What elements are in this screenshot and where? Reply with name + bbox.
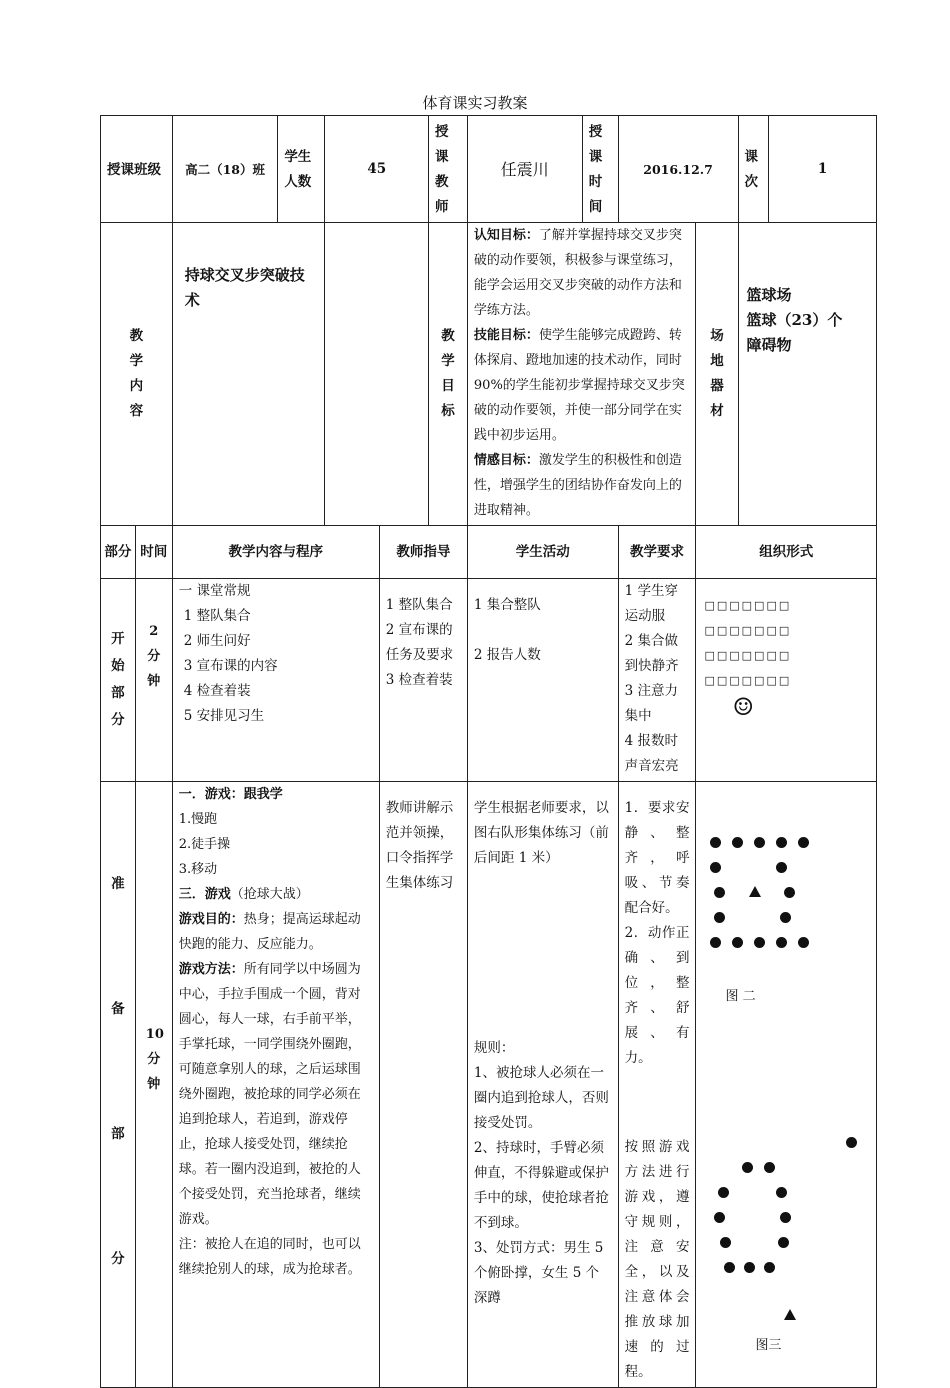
- goal-label: [428, 223, 467, 526]
- game1-title: 一．游戏：跟我学: [178, 787, 283, 802]
- player-dot: [846, 1137, 857, 1148]
- prep-require: [618, 782, 696, 1388]
- game3-title: 三．游戏（抢球大战）: [178, 887, 309, 902]
- start-org: [696, 579, 877, 782]
- player-dot: [710, 862, 721, 873]
- content-label-text: 教学内容: [129, 328, 144, 419]
- content-line: 一 课堂常规: [178, 583, 251, 599]
- game1-item: 2.徒手操: [178, 837, 231, 852]
- venue-label-text: 场地器材: [710, 328, 724, 419]
- player-dot: [744, 1262, 755, 1273]
- require-item: 2．动作正确、到位，整齐、舒展、有力。: [624, 925, 690, 1066]
- overview-row: [101, 223, 877, 526]
- col-student: 学生活动: [467, 526, 618, 579]
- player-dot: [714, 1212, 725, 1223]
- class-label: 授课班级: [101, 116, 173, 223]
- game-note: 注：被抢人在追的同时，也可以继续抢别人的球，成为抢球者。: [178, 1237, 361, 1277]
- student-instructions: 学生根据老师要求，以图右队形集体练习（前后间距 1 米）: [473, 800, 609, 866]
- require-line: 1 学生穿运动服: [624, 583, 678, 624]
- player-dot: [754, 937, 765, 948]
- teacher-line: 3 检查着装: [385, 672, 453, 688]
- prep-student: [467, 782, 618, 1388]
- start-teacher: [379, 579, 467, 782]
- player-dot: [764, 1262, 775, 1273]
- content-line: 3 宣布课的内容: [183, 658, 278, 674]
- require-line: 2 集合做到快静齐: [624, 633, 679, 674]
- content-value: 持球交叉步突破技术: [172, 223, 325, 526]
- col-teacher: 教师指导: [379, 526, 467, 579]
- student-line: 2 报告人数: [473, 647, 541, 663]
- formation-row: □□□□□□□: [704, 674, 792, 687]
- class-value: 高二（18）班: [172, 116, 278, 223]
- start-content: [172, 579, 379, 782]
- start-time: 2分钟: [135, 579, 172, 782]
- player-dot: [780, 1212, 791, 1223]
- player-dot: [798, 837, 809, 848]
- player-dot: [776, 937, 787, 948]
- start-student: [467, 579, 618, 782]
- formation-row: □□□□□□□: [704, 599, 792, 612]
- prep-part-label: 准 备 部 分: [101, 782, 136, 1388]
- students-label: 学生人数: [278, 116, 325, 223]
- teacher-face-icon: ☺: [732, 693, 754, 721]
- player-dot: [732, 837, 743, 848]
- player-dot: [710, 937, 721, 948]
- player-dot: [714, 912, 725, 923]
- prep-section-row: [101, 782, 877, 1388]
- goals-cell: [467, 223, 696, 526]
- player-dot: [776, 1187, 787, 1198]
- teacher-line: 1 整队集合: [385, 597, 453, 613]
- col-time: 时间: [135, 526, 172, 579]
- column-header-row: [101, 526, 877, 579]
- time-value: 2016.12.7: [618, 116, 738, 223]
- goal-skill: 技能目标：使学生能够完成蹬跨、转体探肩、蹬地加速的技术动作，同时90%的学生能初步掌握持球交叉步突破的动作要领，并使一部分同学在实践中初步运用。: [473, 328, 685, 443]
- require-line: 3 注意力集中: [624, 683, 678, 724]
- game1-item: 1.慢跑: [178, 812, 218, 827]
- goal-label-text: 教学目标: [441, 328, 455, 419]
- player-dot: [742, 1162, 753, 1173]
- content-label: [101, 223, 173, 526]
- teacher-label: 授课教师: [428, 116, 467, 223]
- prep-content: [172, 782, 379, 1388]
- player-dot: [764, 1162, 775, 1173]
- figure-2-caption: 图 二: [725, 989, 756, 1004]
- prep-time: 10分钟: [135, 782, 172, 1388]
- content-line: 1 整队集合: [183, 608, 251, 624]
- rules-title: 规则：: [473, 1040, 515, 1056]
- formation-row: □□□□□□□: [704, 649, 792, 662]
- player-dot: [714, 887, 725, 898]
- goal-emotion: 情感目标：激发学生的积极性和创造性，增强学生的团结协作奋发向上的进取精神。: [473, 453, 682, 518]
- require-item: 1．要求安静、整齐，呼吸、节奏配合好。: [624, 800, 690, 916]
- col-org: 组织形式: [696, 526, 877, 579]
- content-line: 5 安排见习生: [183, 708, 265, 724]
- player-dot: [718, 1187, 729, 1198]
- player-dot: [778, 1237, 789, 1248]
- require-line: 4 报数时声音宏亮: [624, 733, 679, 774]
- student-line: 1 集合整队: [473, 597, 541, 613]
- venue-line: 篮球（23）个: [746, 311, 843, 329]
- teacher-value: 任震川: [467, 116, 582, 223]
- students-value: 45: [325, 116, 429, 223]
- col-require: 教学要求: [618, 526, 696, 579]
- content-line: 4 检查着装: [183, 683, 251, 699]
- venue-value: [738, 223, 877, 526]
- prep-teacher: 教师讲解示范并领操，口令指挥学生集体练习: [379, 782, 467, 1388]
- player-dot: [776, 837, 787, 848]
- game-method: 游戏方法：所有同学以中场圆为中心，手拉手围成一个圆，背对圆心，每人一球，右手前平举，手掌托球，一同学围绕外圈跑，可随意拿别人的球，之后运球围绕外圈跑，被抢球的同学必须在追到抢球人，若追到，游戏停止，抢球人接受处罚，继续抢球。若一圈内没追到，被抢的人个接受处罚，充当抢球者，继续游戏。: [178, 962, 361, 1227]
- figure-3-caption: 图三: [755, 1338, 782, 1353]
- prep-org: [696, 782, 877, 1388]
- start-require: [618, 579, 696, 782]
- teacher-line: 2 宣布课的任务及要求: [385, 622, 454, 663]
- start-section-row: [101, 579, 877, 782]
- venue-line: 障碍物: [746, 336, 792, 354]
- teacher-triangle: [749, 886, 761, 897]
- lesson-label: 课次: [738, 116, 769, 223]
- chaser-triangle: [784, 1309, 796, 1320]
- player-dot: [798, 937, 809, 948]
- document-title: 体育课实习教案: [422, 94, 528, 112]
- time-label: 授课时间: [582, 116, 618, 223]
- lesson-plan-table: [100, 115, 877, 1388]
- game-purpose: 游戏目的：热身；提高运球起动快跑的能力、反应能力。: [178, 912, 361, 952]
- venue-label: [696, 223, 738, 526]
- player-dot: [732, 937, 743, 948]
- player-dot: [724, 1262, 735, 1273]
- venue-line: 篮球场: [746, 286, 792, 304]
- formation-diagrams: [696, 782, 876, 1352]
- rule-item: 3、处罚方式：男生 5 个俯卧撑，女生 5 个深蹲: [473, 1240, 604, 1306]
- player-dot: [784, 887, 795, 898]
- header-row: [101, 116, 877, 223]
- player-dot: [720, 1237, 731, 1248]
- player-dot: [776, 862, 787, 873]
- start-part-label: 开始部分: [101, 579, 136, 782]
- require-game: 按照游戏方法进行游戏，遵守规则，注意安全，以及注意体会推放球加速的过程。: [624, 1139, 690, 1380]
- formation-row: □□□□□□□: [704, 624, 792, 637]
- col-part: 部分: [101, 526, 136, 579]
- goal-cognitive: 认知目标：了解并掌握持球交叉步突破的动作要领，积极参与课堂练习，能学会运用交叉步突破的动作方法和学练方法。: [473, 228, 682, 318]
- game1-item: 3.移动: [178, 862, 218, 877]
- rule-item: 2、持球时，手臂必须伸直，不得躲避或保护手中的球，使抢球者抢不到球。: [473, 1140, 609, 1231]
- player-dot: [710, 837, 721, 848]
- player-dot: [754, 837, 765, 848]
- lesson-value: 1: [769, 116, 877, 223]
- player-dot: [780, 912, 791, 923]
- rule-item: 1、被抢球人必须在一圈内追到抢球人，否则接受处罚。: [473, 1065, 609, 1131]
- col-content: 教学内容与程序: [172, 526, 379, 579]
- content-line: 2 师生问好: [183, 633, 251, 649]
